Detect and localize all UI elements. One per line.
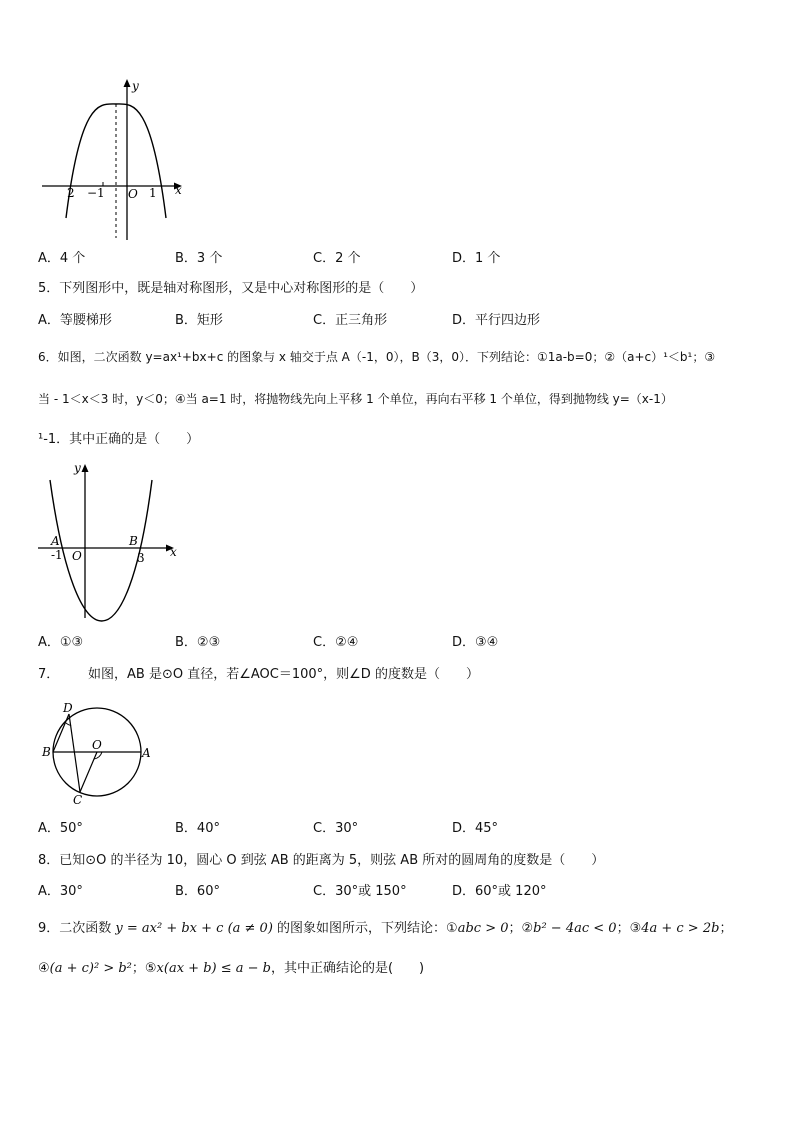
q7-option-b: B．40° — [175, 821, 220, 836]
q9-sep-3: ； — [719, 921, 733, 936]
q6-option-b: B．②③ — [175, 635, 221, 650]
segment-oc — [80, 752, 97, 792]
q7-option-a: A．50° — [38, 821, 83, 836]
q7-circle-figure — [36, 698, 156, 808]
q9-mid-text: 的图象如图所示，下列结论：① — [272, 921, 458, 936]
q9-sep-1: ；② — [508, 921, 534, 936]
q6-parabola-figure — [36, 458, 182, 624]
q7-number: 7． — [38, 667, 60, 682]
q5-option-c: C．正三角形 — [313, 313, 388, 328]
q9-tail: ，其中正确结论的是( ) — [270, 961, 425, 976]
q9-stem-line1 — [38, 920, 732, 938]
origin-label: O — [72, 549, 82, 563]
q8-option-b: B．60° — [175, 884, 220, 899]
q4-option-d: D．1 个 — [452, 251, 501, 266]
tick-label-1: 1 — [149, 186, 157, 200]
q9-conclusion-2: b² − 4ac < 0 — [533, 921, 617, 936]
q9-stem-line2 — [38, 960, 424, 978]
q9-sep-2: ；③ — [616, 921, 642, 936]
y-axis-label: y — [74, 461, 81, 475]
q8-option-c: C．30°或 150° — [313, 884, 407, 899]
q9-equation: y = ax² + bx + c (a ≠ 0) — [115, 921, 273, 936]
q4-option-a: A．4 个 — [38, 251, 86, 266]
q6-option-a: A．①③ — [38, 635, 84, 650]
y-axis-arrow — [124, 79, 131, 87]
q5-stem: 5．下列图形中，既是轴对称图形，又是中心对称图形的是（ ） — [38, 281, 424, 296]
q9-marker-4: ④ — [38, 961, 50, 976]
y-axis-label: y — [132, 79, 139, 93]
point-a-label: A — [142, 746, 151, 760]
q4-option-b: B．3 个 — [175, 251, 223, 266]
q9-sep-4: ；⑤ — [131, 961, 157, 976]
q9-conclusion-5: x(ax + b) ≤ a − b — [156, 961, 271, 976]
q8-option-d: D．60°或 120° — [452, 884, 547, 899]
point-b-label: B — [42, 745, 51, 759]
q8-stem: 8．已知⊙O 的半径为 10，圆心 O 到弦 AB 的距离为 5，则弦 AB 所对的圆周角的度数是（ ） — [38, 853, 605, 868]
y-axis-arrow — [82, 464, 89, 472]
q6-stem-line2: 当 - 1＜x＜3 时，y＜0；④当 a=1 时，将抛物线先向上平移 1 个单位，再向右平移 1 个单位，得到抛物线 y=（x-1） — [38, 392, 673, 406]
x-axis-label: x — [175, 183, 182, 197]
q6-stem-line3: ¹-1．其中正确的是（ ） — [38, 432, 200, 447]
q6-option-c: C．②④ — [313, 635, 359, 650]
point-a-label: A — [51, 534, 60, 548]
tick-label-3: 3 — [137, 551, 145, 565]
point-b-label: B — [129, 534, 138, 548]
q9-prefix: 9．二次函数 — [38, 921, 116, 936]
q5-option-b: B．矩形 — [175, 313, 223, 328]
q5-option-a: A．等腰梯形 — [38, 313, 112, 328]
q9-conclusion-1: abc > 0 — [457, 921, 509, 936]
point-o-label: O — [92, 738, 102, 752]
q4-option-c: C．2 个 — [313, 251, 361, 266]
q6-stem-line1: 6．如图，二次函数 y=ax¹+bx+c 的图象与 x 轴交于点 A（-1，0），B（3，0）．下列结论：①1a-b=0；②（a+c）¹＜b¹；③ — [38, 350, 716, 364]
q8-option-a: A．30° — [38, 884, 83, 899]
tick-label-neg1: -1 — [51, 548, 63, 562]
tick-label-neg1: −1 — [87, 186, 105, 200]
point-c-label: C — [73, 793, 83, 807]
q9-conclusion-3: 4a + c > 2b — [641, 921, 720, 936]
origin-label: O — [128, 187, 138, 201]
q6-option-d: D．③④ — [452, 635, 499, 650]
q7-stem: 如图，AB 是⊙O 直径，若∠AOC＝100°，则∠D 的度数是（ ） — [88, 667, 479, 682]
segment-bd — [53, 714, 69, 752]
x-axis-label: x — [170, 545, 177, 559]
tick-label-neg2: 2 — [67, 186, 75, 200]
q9-conclusion-4: (a + c)² > b² — [49, 961, 132, 976]
q7-option-c: C．30° — [313, 821, 359, 836]
point-d-label: D — [63, 701, 73, 715]
q4-parabola-figure — [36, 78, 188, 246]
q5-option-d: D．平行四边形 — [452, 313, 541, 328]
q7-option-d: D．45° — [452, 821, 499, 836]
